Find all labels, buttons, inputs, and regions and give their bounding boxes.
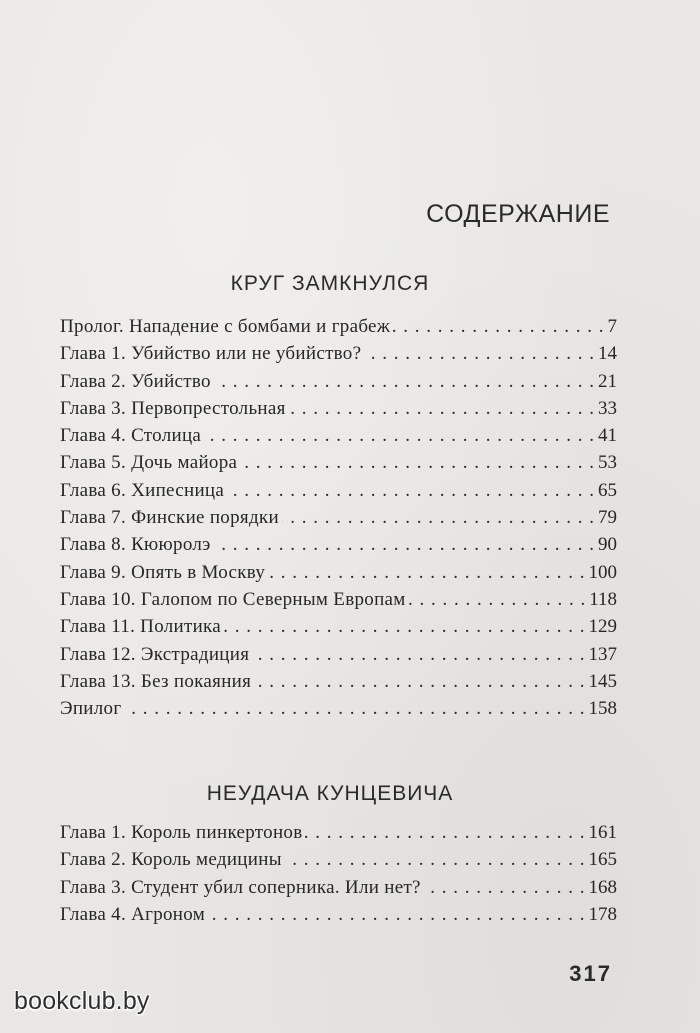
toc-entry-label: Глава 1. Убийство или не убийство? xyxy=(60,343,362,365)
toc-entry-label: Эпилог xyxy=(60,698,122,720)
toc-entry xyxy=(60,874,617,901)
toc-entry-page: 33 xyxy=(598,397,617,419)
toc-entry-page: 100 xyxy=(588,561,617,583)
toc-entry-page: 14 xyxy=(598,343,617,365)
dot-leader xyxy=(240,449,595,476)
page-number: 317 xyxy=(569,961,612,986)
toc-entry xyxy=(60,695,617,722)
dot-leader xyxy=(268,559,585,586)
toc-entry xyxy=(60,368,617,395)
toc-entry xyxy=(60,340,617,367)
toc-entry-label: Глава 12. Экстрадиция xyxy=(60,643,250,665)
dot-leader xyxy=(285,846,586,873)
toc-entry-page: 145 xyxy=(588,670,617,692)
toc-entry-label: Глава 6. Хипесница xyxy=(60,479,225,501)
toc-entry-page: 41 xyxy=(598,425,617,447)
toc-entry-page: 79 xyxy=(598,507,617,529)
toc-list-section-2 xyxy=(60,819,617,928)
toc-entry-label: Глава 2. Король медицины xyxy=(60,849,282,871)
toc-entry-page: 129 xyxy=(588,616,617,638)
toc-entry xyxy=(60,531,617,558)
toc-entry xyxy=(60,395,617,422)
dot-leader xyxy=(227,477,595,504)
dot-leader xyxy=(224,613,585,640)
dot-leader xyxy=(424,874,586,901)
dot-leader xyxy=(124,695,585,722)
toc-entry-page: 53 xyxy=(598,452,617,474)
toc-entry-label: Пролог. Нападение с бомбами и грабеж xyxy=(60,316,391,337)
toc-entry-page: 158 xyxy=(588,698,617,720)
toc-entry-label: Глава 10. Галопом по Северным Европам xyxy=(60,588,406,610)
toc-entry-page: 178 xyxy=(588,903,617,925)
toc-entry-label: Глава 11. Политика xyxy=(60,616,222,638)
toc-entry-page: 90 xyxy=(598,534,617,556)
toc-entry xyxy=(60,477,617,504)
toc-list-section-1 xyxy=(60,313,617,722)
toc-entry xyxy=(60,504,617,531)
toc-entry xyxy=(60,449,617,476)
toc-entry-page: 21 xyxy=(598,370,617,392)
toc-entry-page: 168 xyxy=(588,876,617,898)
toc-entry-page: 7 xyxy=(607,316,617,337)
dot-leader xyxy=(252,641,585,668)
dot-leader xyxy=(208,901,585,928)
toc-entry-page: 118 xyxy=(589,588,617,610)
dot-leader xyxy=(305,819,585,846)
dot-leader xyxy=(393,313,604,340)
toc-entry-label: Глава 9. Опять в Москву xyxy=(60,561,266,583)
dot-leader xyxy=(204,422,595,449)
toc-entry xyxy=(60,586,617,613)
toc-entry xyxy=(60,559,617,586)
toc-entry-label: Глава 13. Без покаяния xyxy=(60,670,252,692)
watermark-text: bookclub.by xyxy=(14,987,150,1015)
section-title-neudacha-kuntsevicha: НЕУДАЧА КУНЦЕВИЧА xyxy=(206,782,454,805)
dot-leader xyxy=(289,395,595,422)
toc-entry-page: 165 xyxy=(588,849,617,871)
toc-entry xyxy=(60,901,617,928)
dot-leader xyxy=(282,504,595,531)
toc-entry-page: 65 xyxy=(598,479,617,501)
toc-entry xyxy=(60,846,617,873)
dot-leader xyxy=(214,531,595,558)
toc-entry-label: Глава 2. Убийство xyxy=(60,370,211,392)
toc-entry xyxy=(60,613,617,640)
toc-entry xyxy=(60,668,617,695)
toc-entry-label: Глава 7. Финские порядки xyxy=(60,507,279,529)
dot-leader xyxy=(214,368,595,395)
toc-entry-label: Глава 4. Агроном xyxy=(60,903,206,925)
toc-heading: СОДЕРЖАНИЕ xyxy=(426,200,610,228)
toc-entry-label: Глава 3. Студент убил соперника. Или нет? xyxy=(60,876,421,898)
dot-leader xyxy=(364,340,595,367)
toc-entry xyxy=(60,641,617,668)
toc-entry xyxy=(60,313,617,340)
toc-entry-page: 161 xyxy=(588,822,617,843)
toc-entry-page: 137 xyxy=(588,643,617,665)
toc-entry-label: Глава 8. Кююролэ xyxy=(60,534,211,556)
toc-entry-label: Глава 1. Король пинкертонов xyxy=(60,822,303,843)
toc-entry xyxy=(60,422,617,449)
toc-entry-label: Глава 4. Столица xyxy=(60,425,202,447)
toc-entry xyxy=(60,819,617,846)
section-title-krug-zamknulsya: КРУГ ЗАМКНУЛСЯ xyxy=(230,272,430,295)
dot-leader xyxy=(254,668,585,695)
toc-entry-label: Глава 5. Дочь майора xyxy=(60,452,238,474)
dot-leader xyxy=(409,586,587,613)
toc-entry-label: Глава 3. Первопрестольная xyxy=(60,397,286,419)
